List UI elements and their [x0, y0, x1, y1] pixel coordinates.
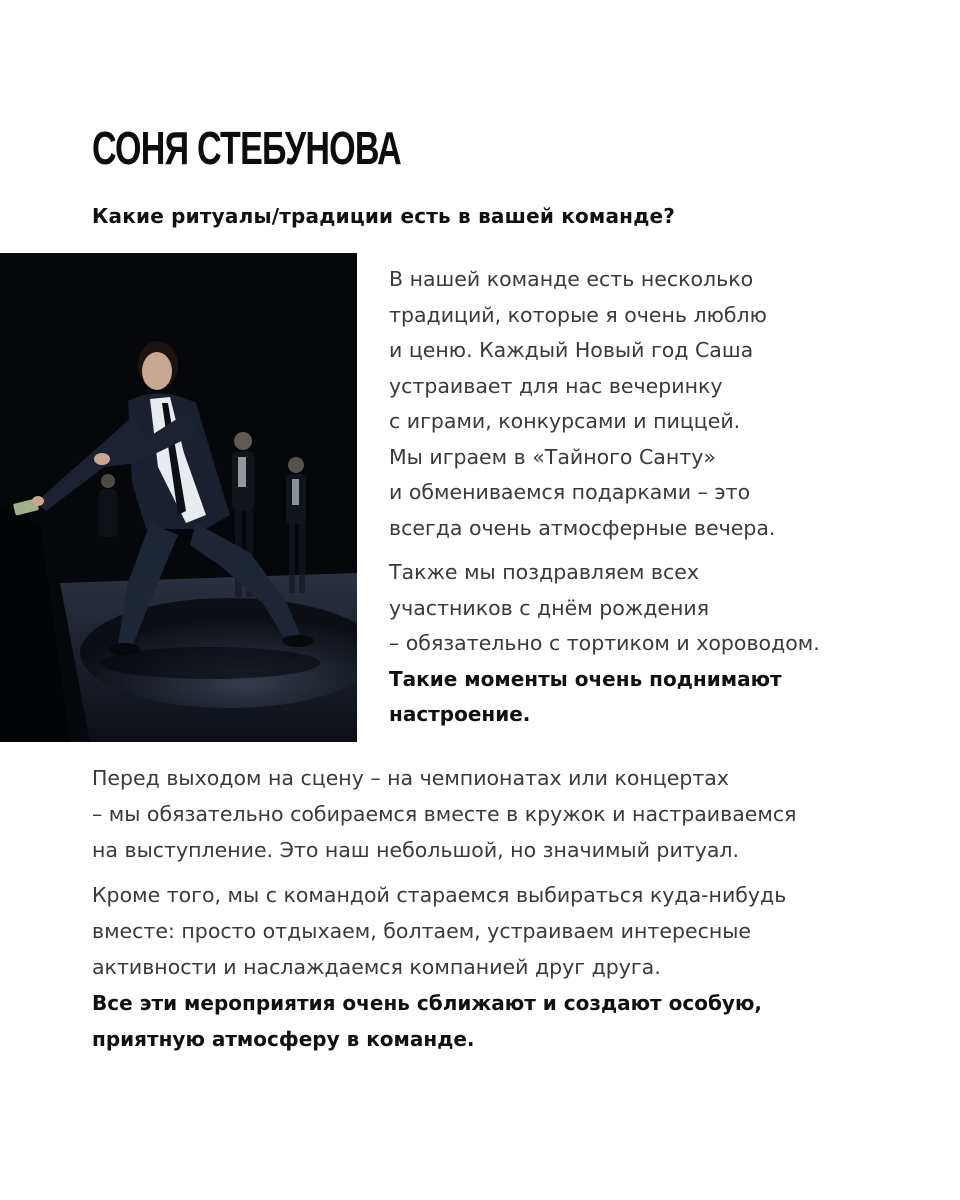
paragraph-line: на выступление. Это наш небольшой, но значимый ритуал. [92, 838, 740, 862]
paragraph-line: всегда очень атмосферные вечера. [389, 515, 776, 540]
paragraph-gap [92, 868, 952, 877]
interview-question: Какие ритуалы/традиции есть в вашей команде? [92, 204, 676, 228]
paragraph-line: Все эти мероприятия очень сближают и создают особую, [92, 991, 762, 1015]
paragraph-line: активности и наслаждаемся компанией друг друга. [92, 955, 661, 979]
paragraph-line: Кроме того, мы с командой стараемся выбираться куда-нибудь [92, 883, 787, 907]
paragraph-2 [389, 555, 949, 662]
paragraph-line: участников с днём рождения [389, 595, 710, 620]
paragraph-line: – обязательно с тортиком и хороводом. [389, 631, 820, 655]
paragraph-line: Также мы поздравляем всех [389, 560, 700, 584]
bottom-text [92, 760, 952, 1057]
dancer-photo-icon [0, 253, 357, 742]
paragraph-line: с играми, конкурсами и пиццей. [389, 409, 741, 433]
paragraph-line: устраивает для нас вечеринку [389, 373, 723, 398]
paragraph-line: и ценю. Каждый Новый год Саша [389, 338, 754, 362]
paragraph-3 [92, 760, 952, 868]
dancer-photo [0, 253, 357, 742]
paragraph-line: настроение. [389, 702, 531, 726]
paragraph-4 [92, 877, 952, 985]
paragraph-line: вместе: просто отдыхаем, болтаем, устраиваем интересные [92, 919, 752, 943]
paragraph-line: приятную атмосферу в команде. [92, 1027, 475, 1051]
paragraph-gap [389, 546, 949, 555]
paragraph-line: В нашей команде есть несколько [389, 267, 754, 291]
paragraph-line: Мы играем в «Тайного Санту» [389, 444, 716, 469]
page-title: СОНЯ СТЕБУНОВА [92, 122, 401, 174]
paragraph-1 [389, 262, 949, 546]
paragraph-line: традиций, которые я очень люблю [389, 302, 767, 327]
paragraph-2-highlight [389, 662, 949, 733]
paragraph-4-highlight [92, 985, 952, 1057]
paragraph-line: Такие моменты очень поднимают [389, 666, 782, 691]
right-column-text [389, 262, 949, 733]
paragraph-line: – мы обязательно собираемся вместе в кружок и настраиваемся [92, 802, 797, 826]
paragraph-line: и обмениваемся подарками – это [389, 480, 751, 504]
paragraph-line: Перед выходом на сцену – на чемпионатах или концертах [92, 766, 729, 790]
